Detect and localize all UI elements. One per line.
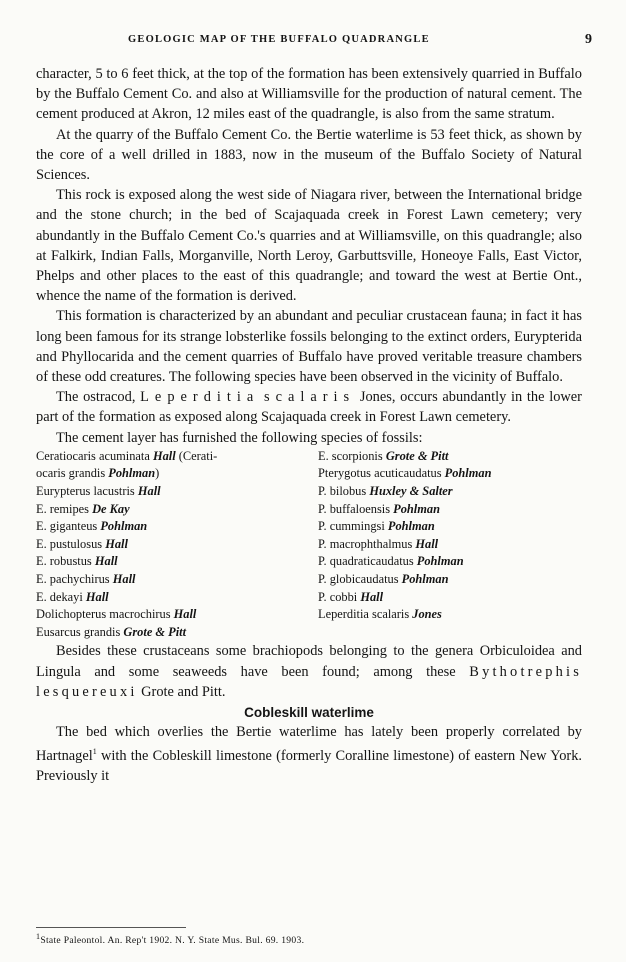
fossil-entry	[318, 448, 582, 466]
fossil-column-left	[36, 448, 318, 642]
fossil-author: Hall	[415, 536, 439, 551]
fossil-author: Hall	[173, 607, 197, 622]
fossil-author: Jones	[412, 607, 442, 622]
section-heading: Cobleskill waterlime	[244, 705, 374, 720]
fossil-entry	[36, 465, 318, 483]
paragraph-fauna: This formation is characterized by an abundant and peculiar crustacean fauna; in fact it has long been famous for its strange lobsterlike fossils belonging to the extinct orders, Eurypterida and Phyllocarida and the cement quarries of Buffalo have proved veritable treasure chambers of these odd creatures. The following species have been observed in the vicinity of Buffalo.	[36, 308, 582, 386]
fossil-name: P. macrophthalmus	[318, 536, 416, 551]
fossil-name: E. dekayi	[36, 589, 86, 604]
fossil-author: Hall	[105, 536, 128, 551]
fossil-column-right	[318, 448, 582, 642]
fossil-author: Huxley & Salter	[369, 484, 453, 499]
besides-lead: Besides these crustaceans some brachiopods belonging to the genera Orbiculoidea and Lingula and some seaweeds have been found; among these	[36, 643, 582, 680]
fossil-entry	[318, 589, 582, 607]
besides-species: lesquereuxi	[36, 683, 138, 700]
fossil-author: Hall	[112, 572, 136, 587]
fossil-name: E. pachychirus	[36, 572, 113, 587]
fossil-entry	[318, 501, 582, 519]
cobleskill-rest: with the Cobleskill limestone (formerly Coralline limestone) of eastern New York. Previously it	[36, 748, 582, 785]
paragraph-ostracod	[36, 387, 582, 427]
besides-rest: Grote and Pitt.	[141, 683, 226, 700]
ostracod-genus: Leperditia	[140, 389, 260, 406]
fossil-name: E. robustus	[36, 554, 95, 569]
fossil-entry	[36, 606, 318, 624]
fossil-entry	[318, 465, 582, 483]
fossil-name: P. cummingsi	[318, 519, 388, 534]
fossil-author: Pohlman	[416, 554, 464, 569]
fossil-entry	[36, 571, 318, 589]
fossil-author: Pohlman	[393, 501, 440, 516]
footnote-text: State Paleontol. An. Rep't 1902. N. Y. State Mus. Bul. 69. 1903.	[40, 935, 305, 947]
fossil-name: P. quadraticaudatus	[318, 554, 417, 569]
fossil-name: Pterygotus acuticaudatus	[318, 466, 445, 481]
fossil-name: E. remipes	[36, 501, 93, 516]
paragraph-exposures: This rock is exposed along the west side of Niagara river, between the International bridge and the stone church; in the bed of Scajaquada creek in Forest Lawn cemetery; very abundantly in the Buffalo Cement Co.'s quarries and at Williamsville, on this quadrangle; also at Falkirk, Indian Falls, Morganville, North Leroy, Garbuttsville, Honeoye Falls, East Victor, Phelps and other places to the east of this quadrangle; and toward the west at Bertie Ont., whence the name of the formation is derived.	[36, 187, 582, 305]
fossil-name: E. giganteus	[36, 519, 101, 534]
footnote-mark: 1	[36, 932, 41, 941]
running-title: GEOLOGIC MAP OF THE BUFFALO QUADRANGLE	[128, 34, 430, 45]
fossil-author: Pohlman	[444, 466, 492, 481]
fossil-entry	[36, 448, 318, 466]
footnote	[36, 932, 304, 946]
fossil-name: Ceratiocaris acuminata	[36, 448, 153, 463]
fossil-name: E. scorpionis	[318, 448, 386, 463]
ostracod-species: scalaris	[263, 389, 356, 406]
page-header	[38, 32, 598, 52]
fossil-name: P. buffaloensis	[318, 501, 394, 516]
paragraph-cobleskill	[36, 722, 582, 786]
fossil-author: Grote & Pitt	[123, 624, 187, 639]
fossil-entry	[318, 553, 582, 571]
paragraph-continued: character, 5 to 6 feet thick, at the top of the formation has been extensively quarried in Buffalo by the Buffalo Cement Co. and also at Williamsville for the production of natural cement. The cement produced at Akron, 12 miles east of the quadrangle, is also from the same stratum.	[36, 66, 582, 123]
text-body	[36, 64, 582, 786]
fossil-name: Dolichopterus macrochirus	[36, 607, 174, 622]
ostracod-lead: The ostracod,	[56, 389, 136, 406]
fossil-name: Eurypterus lacustris	[36, 484, 138, 499]
fossil-entry	[318, 536, 582, 554]
fossil-entry	[36, 518, 318, 536]
fossil-author: Hall	[360, 589, 384, 604]
fossil-entry	[36, 501, 318, 519]
fossil-name: ocaris grandis	[36, 466, 109, 481]
fossil-author: Pohlman	[401, 572, 449, 587]
fossil-name: Leperditia scalaris	[318, 607, 413, 622]
fossil-author: Pohlman	[387, 519, 435, 534]
paragraph-cement-intro: The cement layer has furnished the following species of fossils:	[56, 429, 423, 446]
fossil-tail: (Cerati-	[175, 448, 218, 463]
fossil-author: Grote & Pitt	[385, 448, 449, 463]
fossil-author: Pohlman	[100, 519, 148, 534]
paragraph-bertie-thickness: At the quarry of the Buffalo Cement Co. the Bertie waterlime is 53 feet thick, as shown by the core of a well drilled in 1883, now in the museum of the Buffalo Society of Natural Sciences.	[36, 126, 582, 184]
fossil-entry	[318, 606, 582, 624]
fossil-name: P. globicaudatus	[318, 572, 402, 587]
fossil-entry	[36, 589, 318, 607]
fossil-list	[36, 448, 582, 642]
fossil-author: Hall	[137, 484, 161, 499]
fossil-name: P. bilobus	[318, 484, 370, 499]
ostracod-rest: Jones, occurs abundantly in the lower part of the formation as exposed along Scajaquada creek in Forest Lawn cemetery.	[36, 389, 582, 426]
fossil-entry	[318, 483, 582, 501]
cobleskill-lead: The bed which overlies the Bertie waterlime has lately been properly correlated by Hartnagel	[36, 724, 582, 764]
fossil-entry	[318, 571, 582, 589]
fossil-tail: )	[155, 466, 160, 481]
fossil-name: E. pustulosus	[36, 536, 106, 551]
fossil-entry	[36, 536, 318, 554]
fossil-author: De Kay	[92, 501, 130, 516]
fossil-author: Pohlman	[108, 466, 156, 481]
paragraph-besides	[36, 641, 582, 702]
fossil-entry	[36, 624, 318, 642]
fossil-name: Eusarcus grandis	[36, 624, 124, 639]
page-number: 9	[585, 32, 592, 47]
fossil-entry	[36, 553, 318, 571]
fossil-entry	[318, 518, 582, 536]
fossil-author: Hall	[152, 448, 176, 463]
besides-genus: Bythotrephis	[469, 663, 583, 680]
footnote-divider	[36, 927, 186, 928]
fossil-author: Hall	[85, 589, 109, 604]
fossil-entry	[36, 483, 318, 501]
footnote-reference[interactable]: 1	[92, 747, 97, 757]
fossil-author: Hall	[94, 554, 118, 569]
fossil-name: P. cobbi	[318, 589, 361, 604]
